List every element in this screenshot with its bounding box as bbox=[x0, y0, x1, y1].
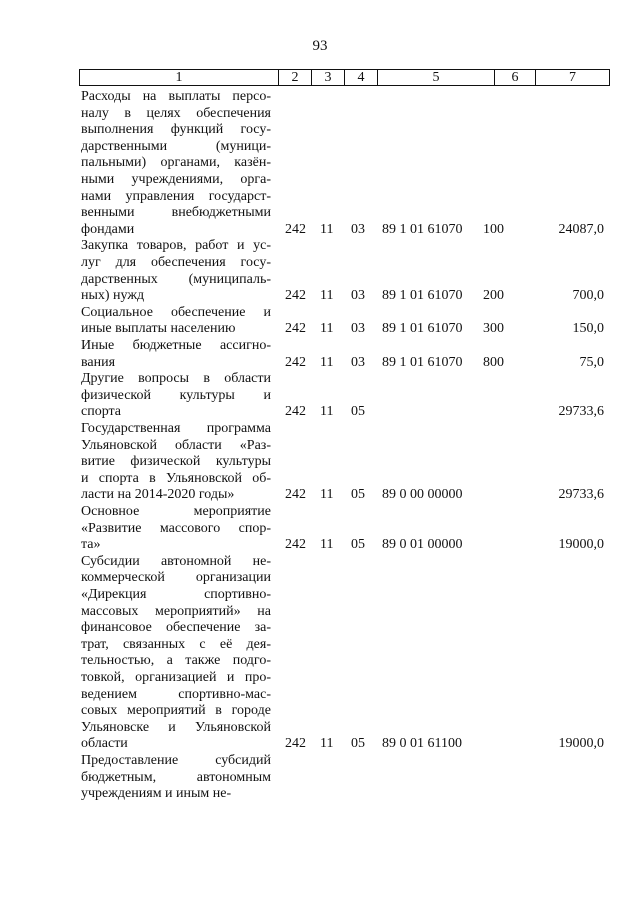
description-line: ласти на 2014-2020 годы» bbox=[81, 487, 235, 503]
cell-subsection: 05 bbox=[351, 404, 365, 420]
header-col-5: 5 bbox=[378, 70, 495, 85]
cell-subsection: 05 bbox=[351, 736, 365, 752]
description-line: пальными) органами, казён- bbox=[81, 155, 271, 171]
cell-section: 11 bbox=[320, 288, 334, 304]
cell-section: 11 bbox=[320, 736, 334, 752]
table-row bbox=[0, 554, 640, 753]
cell-target-article: 89 1 01 61070 bbox=[382, 321, 463, 337]
description-line: коммерческой организации bbox=[81, 570, 271, 586]
description-line: Государственная программа bbox=[81, 421, 271, 436]
description-line: луг для обеспечения госу- bbox=[81, 254, 271, 270]
row-description bbox=[81, 305, 271, 338]
description-line: товкой, организацией и про- bbox=[81, 669, 271, 685]
description-line: «Дирекция спортивно- bbox=[81, 586, 271, 602]
description-line: выполнения функций госу- bbox=[81, 122, 271, 138]
description-line: тельностью, а также подго- bbox=[81, 653, 271, 669]
row-description bbox=[81, 238, 271, 304]
description-line: дарственными (муници- bbox=[81, 138, 271, 154]
cell-section: 11 bbox=[320, 404, 334, 420]
description-line: ными учреждениями, орга- bbox=[81, 171, 271, 187]
cell-admin-code: 242 bbox=[285, 288, 306, 304]
cell-amount: 19000,0 bbox=[558, 537, 604, 553]
cell-section: 11 bbox=[320, 221, 334, 237]
description-line: Субсидии автономной не- bbox=[81, 553, 271, 569]
cell-admin-code: 242 bbox=[285, 221, 306, 237]
header-col-7: 7 bbox=[569, 70, 576, 85]
cell-amount: 150,0 bbox=[572, 321, 604, 337]
cell-expense-type: 800 bbox=[483, 354, 504, 370]
cell-amount: 19000,0 bbox=[558, 736, 604, 752]
description-line: та» bbox=[81, 537, 101, 553]
cell-target-article: 89 1 01 61070 bbox=[382, 354, 463, 370]
cell-section: 11 bbox=[320, 321, 334, 337]
table-row bbox=[0, 371, 640, 421]
page-number: 93 bbox=[312, 38, 328, 54]
cell-target-article: 89 0 01 00000 bbox=[382, 537, 463, 553]
row-description bbox=[81, 753, 271, 803]
row-description bbox=[81, 338, 271, 371]
cell-amount: 29733,6 bbox=[558, 487, 604, 503]
description-line: Расходы на выплаты персо- bbox=[81, 89, 271, 104]
header-col-1: 1 bbox=[80, 70, 279, 85]
description-line: Социальное обеспечение и bbox=[81, 304, 271, 320]
description-line: ведением спортивно-мас- bbox=[81, 686, 271, 702]
row-description bbox=[81, 371, 271, 421]
cell-expense-type: 200 bbox=[483, 288, 504, 304]
table-row bbox=[0, 89, 640, 238]
description-line: Ульяновской области «Раз- bbox=[81, 437, 271, 453]
description-line: нами управления государст- bbox=[81, 188, 271, 204]
description-line: массовых мероприятий» на bbox=[81, 603, 271, 619]
cell-target-article: 89 0 01 61100 bbox=[382, 736, 462, 752]
header-col-6: 6 bbox=[495, 70, 536, 85]
table-row bbox=[0, 753, 640, 803]
description-line: иные выплаты населению bbox=[81, 321, 236, 337]
cell-amount: 24087,0 bbox=[558, 221, 604, 237]
description-line: бюджетным, автономным bbox=[81, 769, 271, 785]
row-description bbox=[81, 89, 271, 238]
description-line: венными внебюджетными bbox=[81, 205, 271, 221]
cell-target-article: 89 1 01 61070 bbox=[382, 221, 463, 237]
description-line: спорта bbox=[81, 404, 122, 420]
description-line: Иные бюджетные ассигно- bbox=[81, 338, 271, 353]
description-line: и спорта в Ульяновской об- bbox=[81, 470, 271, 486]
description-line: трат, связанных с её дея- bbox=[81, 636, 271, 652]
table-row bbox=[0, 305, 640, 338]
table-header bbox=[79, 69, 610, 86]
cell-section: 11 bbox=[320, 487, 334, 503]
cell-subsection: 03 bbox=[351, 288, 365, 304]
cell-section: 11 bbox=[320, 537, 334, 553]
description-line: витие физической культуры bbox=[81, 454, 271, 470]
description-line: области bbox=[81, 736, 128, 752]
description-line: физической культуры и bbox=[81, 387, 271, 403]
cell-expense-type: 300 bbox=[483, 321, 504, 337]
cell-subsection: 05 bbox=[351, 537, 365, 553]
description-line: Основное мероприятие bbox=[81, 504, 271, 519]
cell-subsection: 05 bbox=[351, 487, 365, 503]
row-description bbox=[81, 421, 271, 504]
description-line: Предоставление субсидий bbox=[81, 753, 271, 768]
description-line: Ульяновске и Ульяновской bbox=[81, 719, 271, 735]
cell-subsection: 03 bbox=[351, 321, 365, 337]
description-line: финансовое обеспечение за- bbox=[81, 620, 271, 636]
cell-section: 11 bbox=[320, 354, 334, 370]
description-line: фондами bbox=[81, 221, 135, 237]
table-row bbox=[0, 238, 640, 304]
cell-expense-type: 100 bbox=[483, 221, 504, 237]
cell-target-article: 89 1 01 61070 bbox=[382, 288, 463, 304]
cell-amount: 29733,6 bbox=[558, 404, 604, 420]
cell-target-article: 89 0 00 00000 bbox=[382, 487, 463, 503]
table-row bbox=[0, 421, 640, 504]
cell-subsection: 03 bbox=[351, 221, 365, 237]
cell-admin-code: 242 bbox=[285, 321, 306, 337]
table-row bbox=[0, 338, 640, 371]
cell-admin-code: 242 bbox=[285, 537, 306, 553]
description-line: совых мероприятий в городе bbox=[81, 703, 271, 719]
description-line: учреждениям и иным не- bbox=[81, 786, 232, 802]
cell-admin-code: 242 bbox=[285, 404, 306, 420]
description-line: «Развитие массового спор- bbox=[81, 520, 271, 536]
description-line: ных) нужд bbox=[81, 288, 145, 304]
description-line: Другие вопросы в области bbox=[81, 371, 271, 387]
cell-subsection: 03 bbox=[351, 354, 365, 370]
header-col-2: 2 bbox=[279, 70, 312, 85]
description-line: вания bbox=[81, 354, 116, 370]
header-col-3: 3 bbox=[312, 70, 345, 85]
cell-admin-code: 242 bbox=[285, 354, 306, 370]
cell-amount: 75,0 bbox=[579, 354, 604, 370]
table-row bbox=[0, 504, 640, 554]
cell-admin-code: 242 bbox=[285, 487, 306, 503]
description-line: Закупка товаров, работ и ус- bbox=[81, 238, 271, 254]
cell-admin-code: 242 bbox=[285, 736, 306, 752]
header-col-4: 4 bbox=[345, 70, 378, 85]
row-description bbox=[81, 504, 271, 554]
description-line: дарственных (муниципаль- bbox=[81, 271, 271, 287]
row-description bbox=[81, 554, 271, 753]
cell-amount: 700,0 bbox=[572, 288, 604, 304]
description-line: налу в целях обеспечения bbox=[81, 105, 271, 121]
